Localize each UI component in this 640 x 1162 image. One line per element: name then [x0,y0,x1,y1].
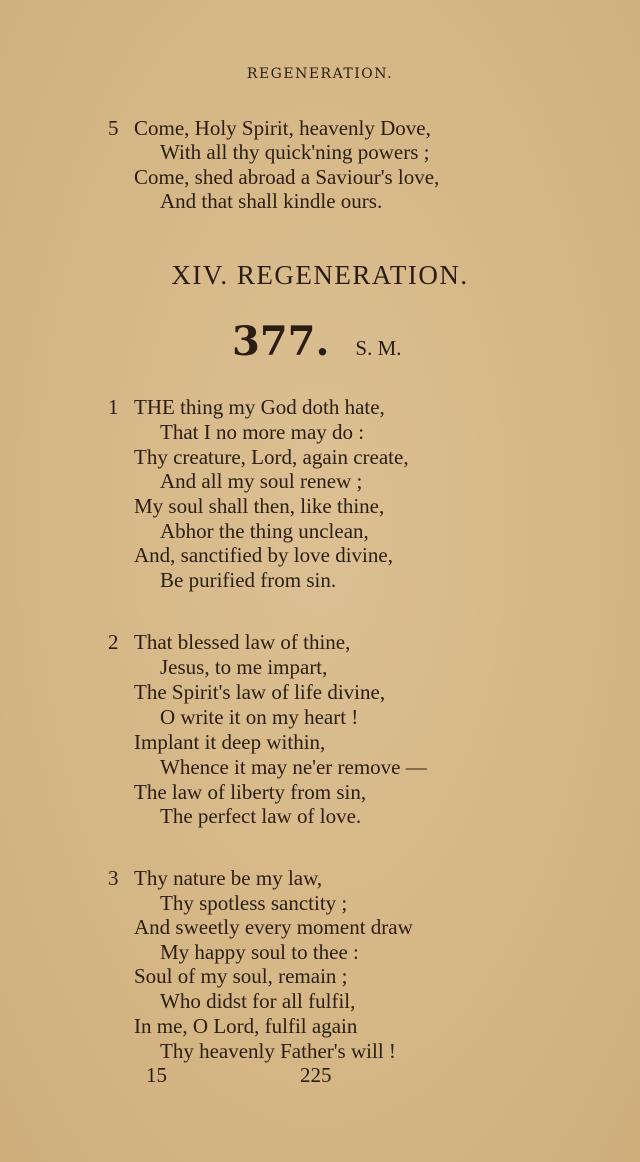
verse-line: The Spirit's law of life divine, [134,680,386,704]
verse-line: The perfect law of love. [160,804,362,828]
verse-line: Be purified from sin. [160,568,337,592]
signature-mark: 15 [146,1063,167,1087]
verse-line: And sweetly every moment draw [134,915,413,939]
hymn-number: 377. [232,318,330,365]
verse-line: THE thing my God doth hate, [134,395,385,419]
verse-line: Come, shed abroad a Saviour's love, [134,165,440,189]
verse-line: Thy heavenly Father's will ! [160,1039,396,1063]
verse-line: With all thy quick'ning powers ; [160,140,430,164]
verse-line: Thy creature, Lord, again create, [134,445,409,469]
running-head: REGENERATION. [246,66,394,82]
verse-line: That I no more may do : [160,420,365,444]
verse-line: The law of liberty from sin, [134,780,367,804]
verse-line: Thy spotless sanctity ; [160,891,348,915]
verse-line: Whence it may ne'er remove — [160,755,427,779]
verse-number: 2 [108,630,119,654]
hymn-meter: S. M. [355,336,402,360]
verse-line: Implant it deep within, [134,730,326,754]
verse-number: 1 [108,395,119,419]
verse-line: Who didst for all fulfil, [160,989,356,1013]
section-title: XIV. REGENERATION. [171,260,469,290]
verse-line: O write it on my heart ! [160,705,359,729]
hymn-header [232,318,402,365]
verse-line: And that shall kindle ours. [160,189,383,213]
verse-line: In me, O Lord, fulfil again [134,1014,358,1038]
verse-line: My soul shall then, like thine, [134,494,385,518]
verse-number: 5 [108,116,119,140]
verse-line: And, sanctified by love divine, [134,543,393,567]
verse-line: Jesus, to me impart, [160,655,328,679]
verse-line: Soul of my soul, remain ; [134,964,348,988]
verse-line: Thy nature be my law, [134,866,323,890]
page-number: 225 [300,1063,332,1087]
verse-line: That blessed law of thine, [134,630,351,654]
verse-line: Come, Holy Spirit, heavenly Dove, [134,116,431,140]
verse-number: 3 [108,866,119,890]
verse-line: And all my soul renew ; [160,469,363,493]
verse-line: Abhor the thing unclean, [160,519,369,543]
verse-line: My happy soul to thee : [160,940,359,964]
